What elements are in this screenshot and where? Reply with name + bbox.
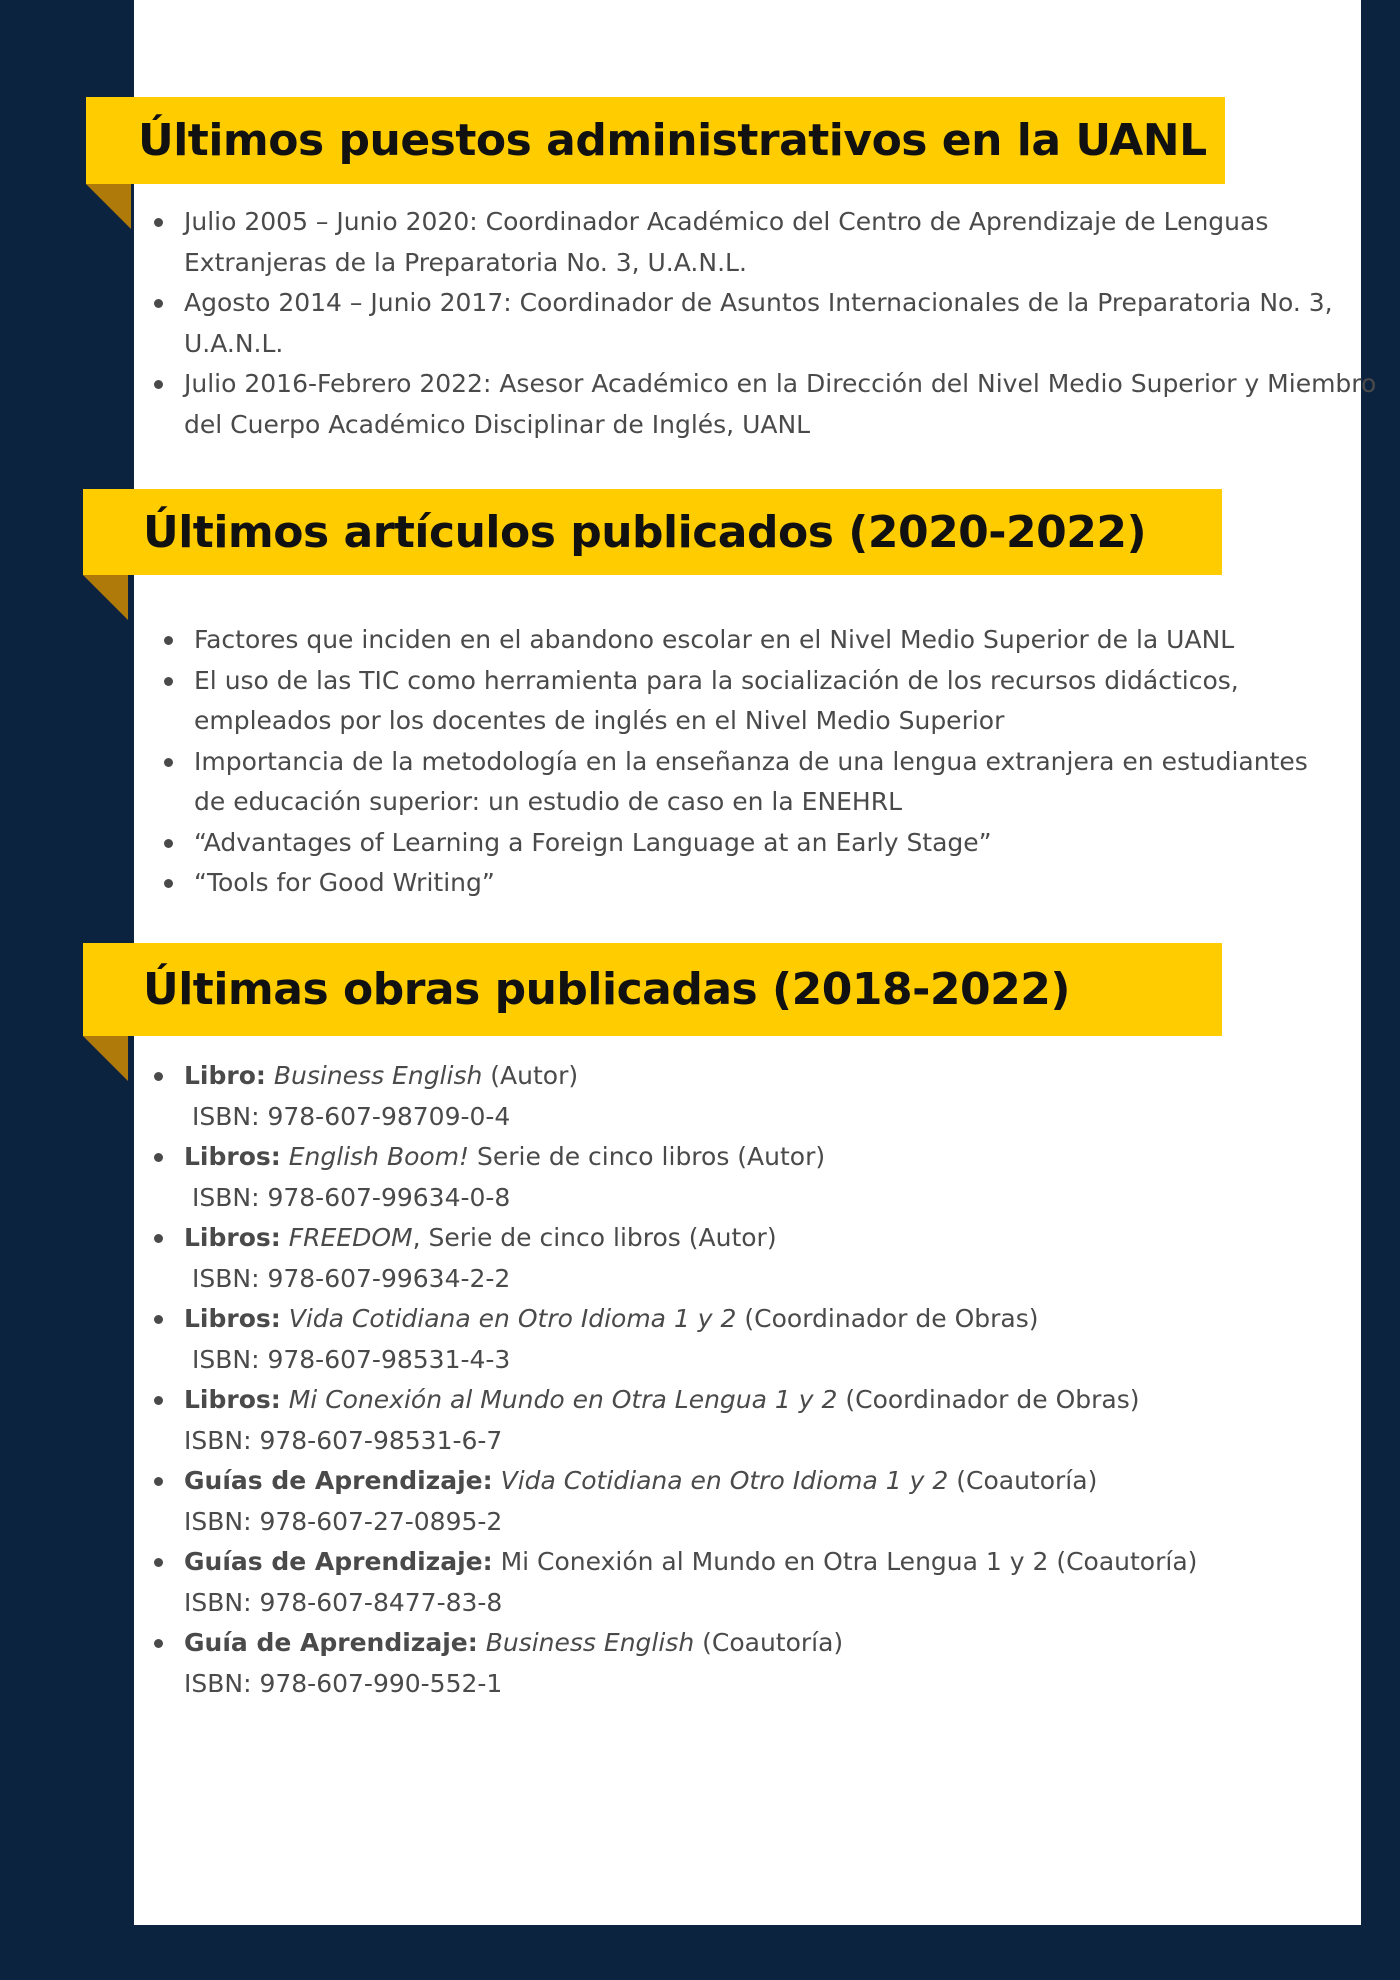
list-item xyxy=(184,1461,1334,1542)
list-item xyxy=(184,1137,1334,1218)
work-type-label: Libros: xyxy=(184,1142,281,1171)
list-item xyxy=(184,1299,1334,1380)
list-item xyxy=(184,1218,1334,1299)
work-detail: (Coordinador de Obras) xyxy=(736,1304,1039,1333)
work-type-label: Guía de Aprendizaje: xyxy=(184,1628,478,1657)
list-item: “Advantages of Learning a Foreign Language at an Early Stage” xyxy=(194,823,1334,864)
list-item: Importancia de la metodología en la enseñanza de una lengua extranjera en estudiantes de educación superior: un estudio de caso en la ENEHRL xyxy=(194,742,1334,823)
section-banner-articles xyxy=(83,489,1222,575)
section-title-works: Últimas obras publicadas (2018-2022) xyxy=(143,964,1070,1015)
work-isbn: ISBN: 978-607-98531-6-7 xyxy=(184,1425,503,1455)
banner-fold-corner xyxy=(86,184,131,229)
work-detail: (Coordinador de Obras) xyxy=(837,1385,1140,1414)
work-type-label: Libros: xyxy=(184,1304,281,1333)
work-type-label: Guías de Aprendizaje: xyxy=(184,1466,493,1495)
work-title: Business English xyxy=(273,1061,483,1090)
work-title: Vida Cotidiana en Otro Idioma 1 y 2 xyxy=(500,1466,949,1495)
section-banner-works xyxy=(83,943,1222,1036)
articles-list xyxy=(144,620,1334,904)
list-item: Factores que inciden en el abandono escolar en el Nivel Medio Superior de la UANL xyxy=(194,620,1334,661)
work-detail: (Autor) xyxy=(482,1061,579,1090)
banner-fold-corner xyxy=(83,1036,128,1081)
work-isbn: ISBN: 978-607-98531-4-3 xyxy=(192,1344,511,1374)
list-item xyxy=(184,1056,1334,1137)
list-item xyxy=(184,1542,1334,1623)
work-title: FREEDOM xyxy=(288,1223,413,1252)
admin-positions-list xyxy=(134,202,1384,445)
section-title-admin-positions: Últimos puestos administrativos en la UANL xyxy=(138,115,1207,166)
work-title: English Boom! xyxy=(288,1142,470,1171)
work-isbn: ISBN: 978-607-27-0895-2 xyxy=(184,1506,503,1536)
list-item: Agosto 2014 – Junio 2017: Coordinador de Asuntos Internacionales de la Preparatoria No. 3, U.A.N.L. xyxy=(184,283,1384,364)
list-item: El uso de las TIC como herramienta para la socialización de los recursos didácticos, empleados por los docentes de inglés en el Nivel Medio Superior xyxy=(194,661,1334,742)
work-detail: Mi Conexión al Mundo en Otra Lengua 1 y 2 (Coautoría) xyxy=(492,1547,1198,1576)
list-item: “Tools for Good Writing” xyxy=(194,863,1334,904)
work-detail: (Coautoría) xyxy=(694,1628,844,1657)
work-detail: Serie de cinco libros (Autor) xyxy=(469,1142,826,1171)
work-isbn: ISBN: 978-607-98709-0-4 xyxy=(192,1101,511,1131)
work-isbn: ISBN: 978-607-990-552-1 xyxy=(184,1668,503,1698)
list-item: Julio 2005 – Junio 2020: Coordinador Académico del Centro de Aprendizaje de Lenguas Extranjeras de la Preparatoria No. 3, U.A.N.L. xyxy=(184,202,1384,283)
work-detail: (Coautoría) xyxy=(948,1466,1098,1495)
list-item xyxy=(184,1623,1334,1704)
work-type-label: Libros: xyxy=(184,1385,281,1414)
work-detail: , Serie de cinco libros (Autor) xyxy=(412,1223,777,1252)
section-title-articles: Últimos artículos publicados (2020-2022) xyxy=(143,506,1147,558)
work-title: Mi Conexión al Mundo en Otra Lengua 1 y 2 xyxy=(288,1385,838,1414)
work-title: Vida Cotidiana en Otro Idioma 1 y 2 xyxy=(288,1304,737,1333)
section-banner-admin-positions xyxy=(86,97,1225,184)
work-title: Business English xyxy=(485,1628,695,1657)
list-item: Julio 2016-Febrero 2022: Asesor Académico en la Dirección del Nivel Medio Superior y Miembro del Cuerpo Académico Disciplinar de Inglés, UANL xyxy=(184,364,1384,445)
work-type-label: Libro: xyxy=(184,1061,266,1090)
work-type-label: Guías de Aprendizaje: xyxy=(184,1547,493,1576)
work-isbn: ISBN: 978-607-99634-2-2 xyxy=(192,1263,511,1293)
list-item xyxy=(184,1380,1334,1461)
works-list xyxy=(134,1056,1334,1704)
banner-fold-corner xyxy=(83,575,128,620)
work-type-label: Libros: xyxy=(184,1223,281,1252)
work-isbn: ISBN: 978-607-8477-83-8 xyxy=(184,1587,503,1617)
work-isbn: ISBN: 978-607-99634-0-8 xyxy=(192,1182,511,1212)
